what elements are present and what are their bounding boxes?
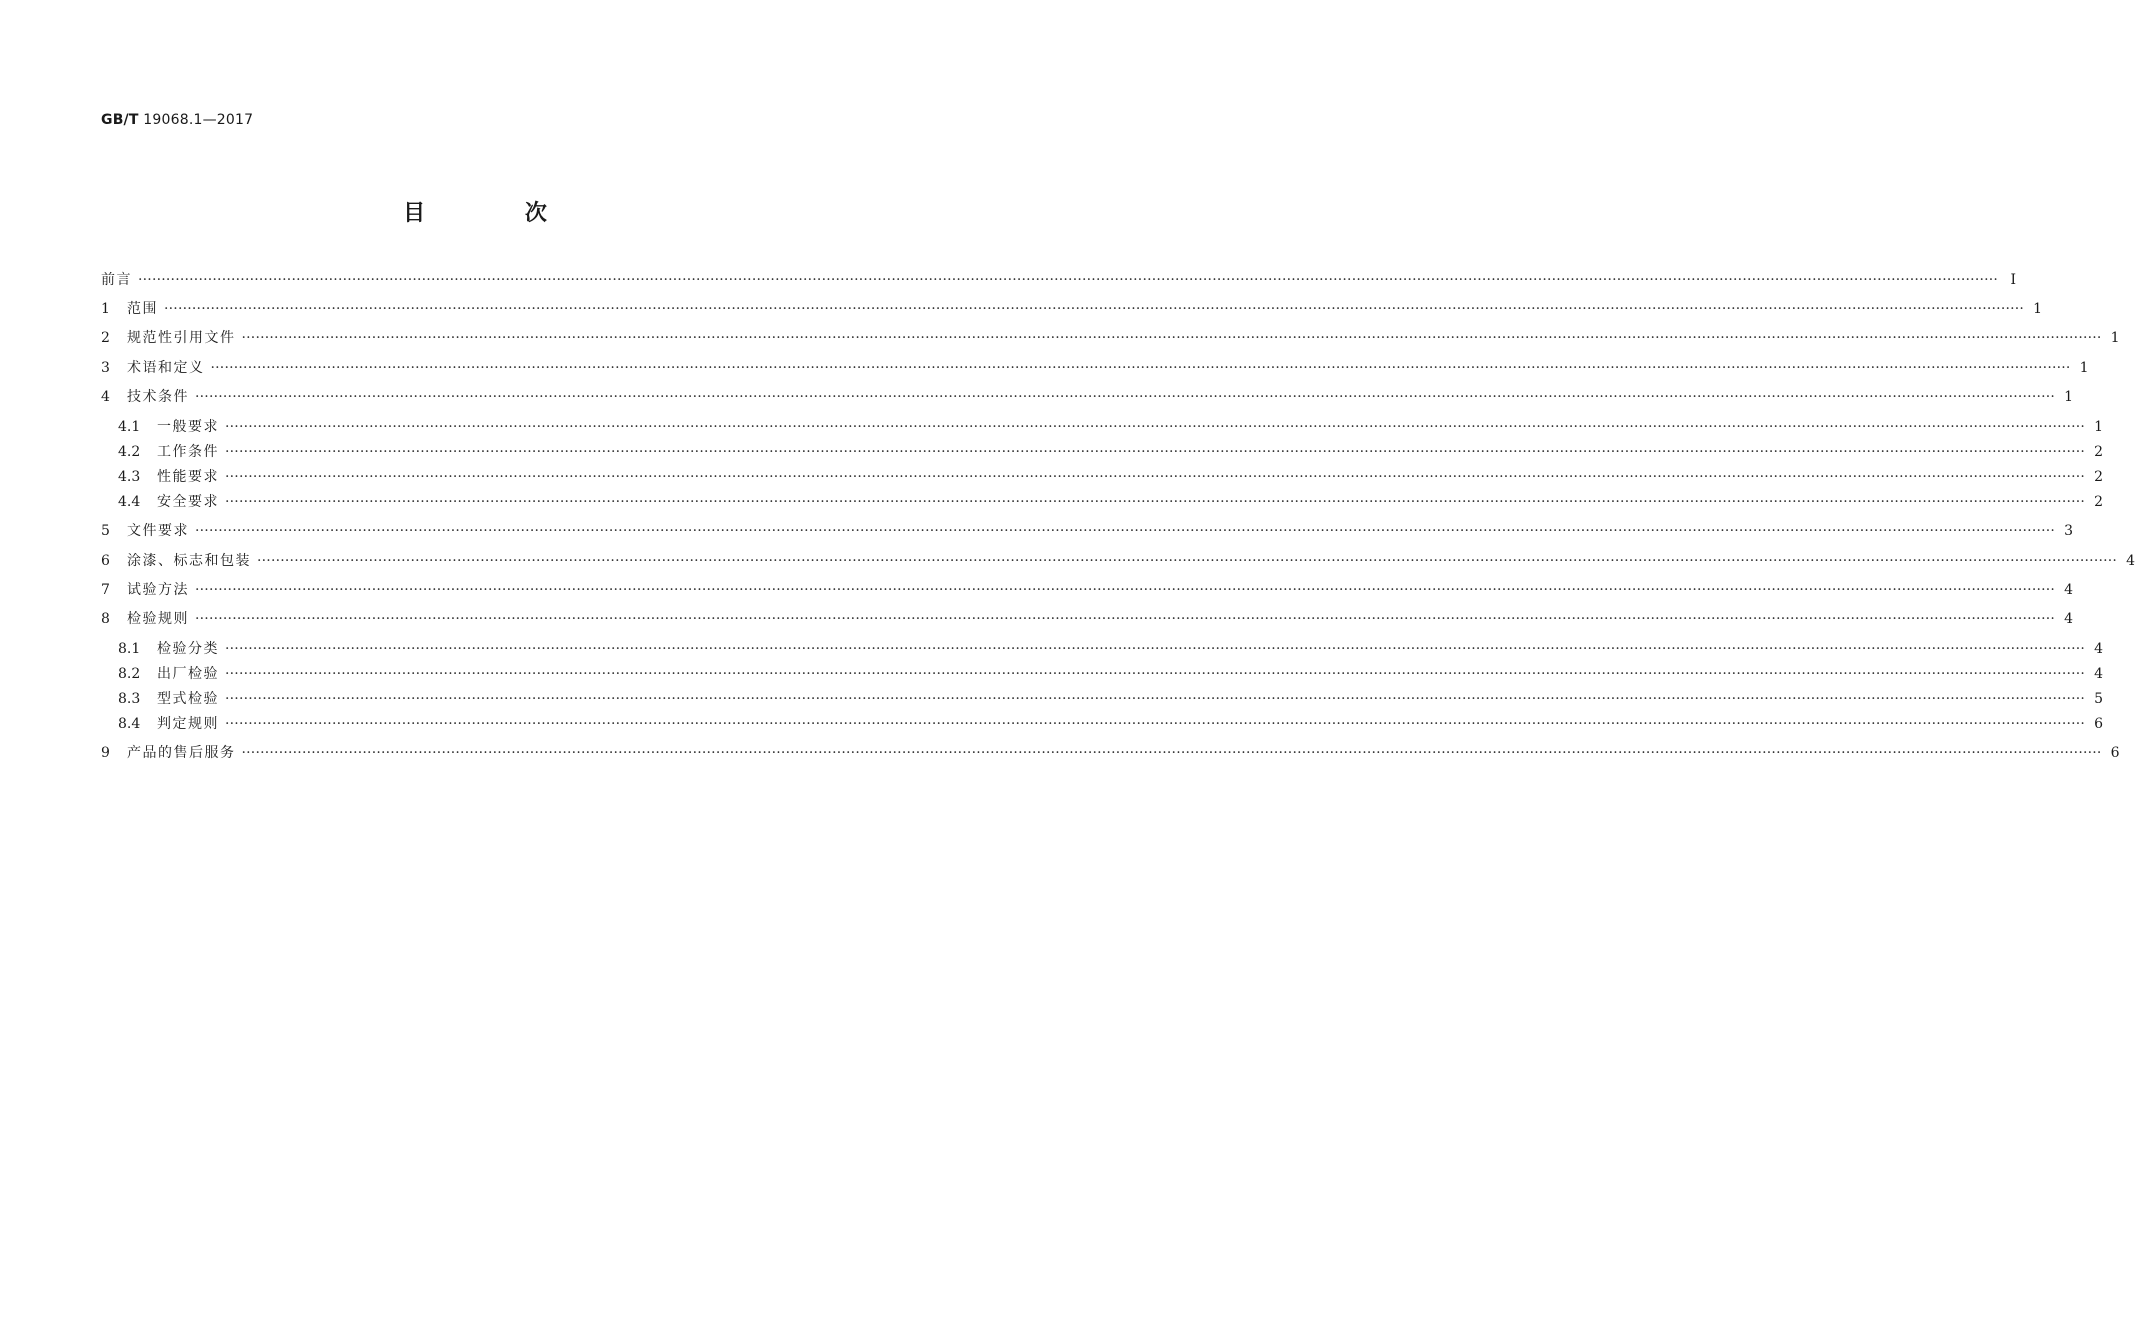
toc-entry[interactable] — [101, 551, 2135, 571]
toc-entry[interactable] — [118, 467, 2104, 487]
toc-entry-label: 前言 — [101, 272, 132, 288]
toc-entry-number: 5 — [101, 523, 110, 539]
toc-entry[interactable] — [118, 417, 2104, 437]
toc-dot-leader: ················································································································································································································································································································································································································ — [225, 419, 2086, 435]
toc-entry-label: 判定规则 — [157, 716, 219, 732]
toc-entry-label: 检验规则 — [127, 611, 189, 627]
toc-entry[interactable] — [101, 299, 2043, 319]
toc-dot-leader: ················································································································································································································································································································································································································ — [225, 641, 2086, 657]
toc-entry-page: 3 — [2064, 523, 2074, 539]
toc-entry-page: Ⅰ — [2010, 272, 2017, 288]
toc-entry-number: 4 — [101, 389, 110, 405]
toc-dot-leader: ················································································································································································································································································································································································································ — [195, 389, 2056, 405]
toc-entry-page: 6 — [2094, 716, 2104, 732]
toc-entry-label: 一般要求 — [157, 419, 219, 435]
toc-entry-page: 5 — [2094, 691, 2104, 707]
toc-entry-label: 工作条件 — [157, 444, 219, 460]
toc-entry-label: 涂漆、标志和包装 — [127, 553, 251, 569]
toc-entry-page: 1 — [2110, 330, 2120, 346]
toc-entry-page: 1 — [2094, 419, 2104, 435]
toc-entry[interactable] — [118, 664, 2104, 684]
page-title: 目 次 — [403, 201, 593, 226]
toc-entry-label: 出厂检验 — [157, 666, 219, 682]
toc-entry-page: 2 — [2094, 494, 2104, 510]
toc-entry-number: 1 — [101, 301, 110, 317]
toc-entry-label: 规范性引用文件 — [127, 330, 236, 346]
toc-entry-page: 1 — [2033, 301, 2043, 317]
toc-entry-label: 产品的售后服务 — [127, 745, 236, 761]
toc-entry-number: 4.2 — [118, 444, 141, 460]
toc-dot-leader: ················································································································································································································································································································································································································ — [164, 301, 2025, 317]
toc-dot-leader: ················································································································································································································································································································································································································ — [257, 553, 2118, 569]
toc-entry[interactable] — [118, 689, 2104, 709]
toc-entry-label: 检验分类 — [157, 641, 219, 657]
toc-entry[interactable] — [118, 492, 2104, 512]
toc-entry[interactable] — [101, 328, 2120, 348]
toc-dot-leader: ················································································································································································································································································································································································································ — [225, 444, 2086, 460]
toc-entry[interactable] — [101, 580, 2074, 600]
toc-entry-number: 8 — [101, 611, 110, 627]
toc-entry-number: 4.1 — [118, 419, 141, 435]
toc-entry-number: 7 — [101, 582, 110, 598]
toc-entry-number: 6 — [101, 553, 110, 569]
toc-entry-number: 4.3 — [118, 469, 141, 485]
toc-entry-label: 术语和定义 — [127, 360, 205, 376]
toc-entry-label: 型式检验 — [157, 691, 219, 707]
toc-entry-page: 4 — [2094, 666, 2104, 682]
toc-dot-leader: ················································································································································································································································································································································································································ — [138, 272, 1999, 288]
standard-number: 19068.1—2017 — [143, 112, 254, 128]
toc-dot-leader: ················································································································································································································································································································································································································ — [225, 666, 2086, 682]
toc-entry-number: 9 — [101, 745, 110, 761]
toc-entry-page: 4 — [2064, 582, 2074, 598]
toc-dot-leader: ················································································································································································································································································································································································································ — [225, 716, 2086, 732]
toc-dot-leader: ················································································································································································································································································································································································································ — [225, 469, 2086, 485]
toc-entry-page: 4 — [2094, 641, 2104, 657]
toc-entry-number: 8.2 — [118, 666, 141, 682]
toc-entry[interactable] — [101, 521, 2074, 541]
toc-entry-number: 8.4 — [118, 716, 141, 732]
toc-entry-label: 性能要求 — [157, 469, 219, 485]
toc-entry-label: 范围 — [127, 301, 158, 317]
toc-dot-leader: ················································································································································································································································································································································································································ — [225, 494, 2086, 510]
toc-dot-leader: ················································································································································································································································································································································································································ — [210, 360, 2071, 376]
toc-entry-page: 1 — [2064, 389, 2074, 405]
toc-entry-number: 2 — [101, 330, 110, 346]
standard-code — [101, 112, 253, 128]
toc-entry-label: 文件要求 — [127, 523, 189, 539]
toc-dot-leader: ················································································································································································································································································································································································································ — [241, 745, 2102, 761]
toc-entry-label: 试验方法 — [127, 582, 189, 598]
toc-entry-page: 4 — [2126, 553, 2135, 569]
toc-entry-number: 8.3 — [118, 691, 141, 707]
toc-entry-label: 技术条件 — [127, 389, 189, 405]
toc-dot-leader: ················································································································································································································································································································································································································ — [195, 523, 2056, 539]
toc-entry-number: 4.4 — [118, 494, 141, 510]
toc-entry[interactable] — [118, 714, 2104, 734]
toc-entry-label: 安全要求 — [157, 494, 219, 510]
toc-entry-page: 2 — [2094, 469, 2104, 485]
toc-entry-number: 8.1 — [118, 641, 141, 657]
standard-prefix: GB/T — [101, 112, 139, 128]
toc-entry[interactable] — [101, 609, 2074, 629]
toc-dot-leader: ················································································································································································································································································································································································································ — [195, 582, 2056, 598]
toc-entry-page: 6 — [2110, 745, 2120, 761]
toc-entry-page: 2 — [2094, 444, 2104, 460]
toc-entry[interactable] — [101, 743, 2120, 763]
toc-entry[interactable] — [118, 639, 2104, 659]
toc-entry-page: 1 — [2079, 360, 2089, 376]
toc-entry-number: 3 — [101, 360, 110, 376]
toc-entry[interactable] — [101, 270, 2017, 290]
toc-entry[interactable] — [101, 387, 2074, 407]
toc-entry-page: 4 — [2064, 611, 2074, 627]
toc-dot-leader: ················································································································································································································································································································································································································ — [225, 691, 2086, 707]
toc-dot-leader: ················································································································································································································································································································································································································ — [241, 330, 2102, 346]
toc-dot-leader: ················································································································································································································································································································································································································ — [195, 611, 2056, 627]
toc-entry[interactable] — [118, 442, 2104, 462]
toc-entry[interactable] — [101, 358, 2089, 378]
